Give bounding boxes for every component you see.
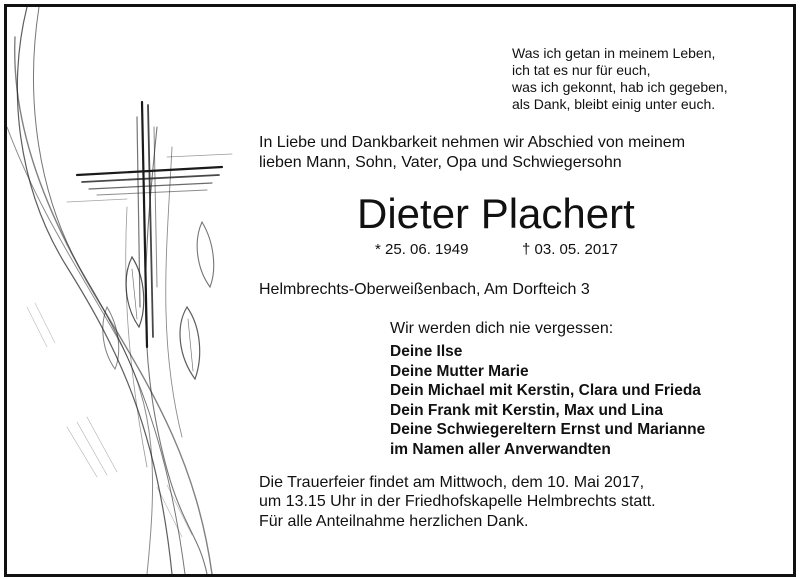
funeral-line: um 13.15 Uhr in der Friedhofskapelle Helmbrechts statt.	[259, 493, 656, 510]
obituary-notice	[4, 4, 796, 577]
family-member: Deine Mutter Marie	[390, 362, 529, 380]
intro-text	[259, 133, 685, 173]
poem	[512, 45, 728, 113]
thanks-line: Für alle Anteilnahme herzlichen Dank.	[259, 513, 529, 530]
family-member: Dein Michael mit Kerstin, Clara und Frieda	[390, 382, 701, 399]
poem-line: was ich gekonnt, hab ich gegeben,	[512, 79, 728, 95]
death-date: † 03. 05. 2017	[522, 241, 618, 258]
address: Helmbrechts-Oberweißenbach, Am Dorfteich 3	[259, 281, 590, 298]
funeral-line: Die Trauerfeier findet am Mittwoch, dem 10. Mai 2017,	[259, 474, 645, 491]
family-intro: Wir werden dich nie vergessen:	[390, 320, 614, 337]
poem-line: Was ich getan in meinem Leben,	[512, 45, 716, 61]
poem-line: als Dank, bleibt einig unter euch.	[512, 96, 716, 112]
family-member: Deine Ilse	[390, 343, 463, 360]
poem-line: ich tat es nur für euch,	[512, 62, 651, 78]
birth-date: * 25. 06. 1949	[375, 241, 469, 258]
family-member: Dein Frank mit Kerstin, Max und Lina	[390, 401, 664, 419]
family-list	[390, 342, 705, 459]
family-member: im Namen aller Anverwandten	[390, 440, 611, 458]
intro-line: lieben Mann, Sohn, Vater, Opa und Schwiegersohn	[259, 154, 622, 171]
deceased-name: Dieter Plachert	[357, 190, 635, 237]
funeral-info	[259, 473, 656, 511]
family-member: Deine Schwiegereltern Ernst und Marianne	[390, 421, 706, 438]
cross-with-wheat-icon	[7, 7, 257, 574]
intro-line: In Liebe und Dankbarkeit nehmen wir Abschied von meinem	[259, 134, 686, 151]
